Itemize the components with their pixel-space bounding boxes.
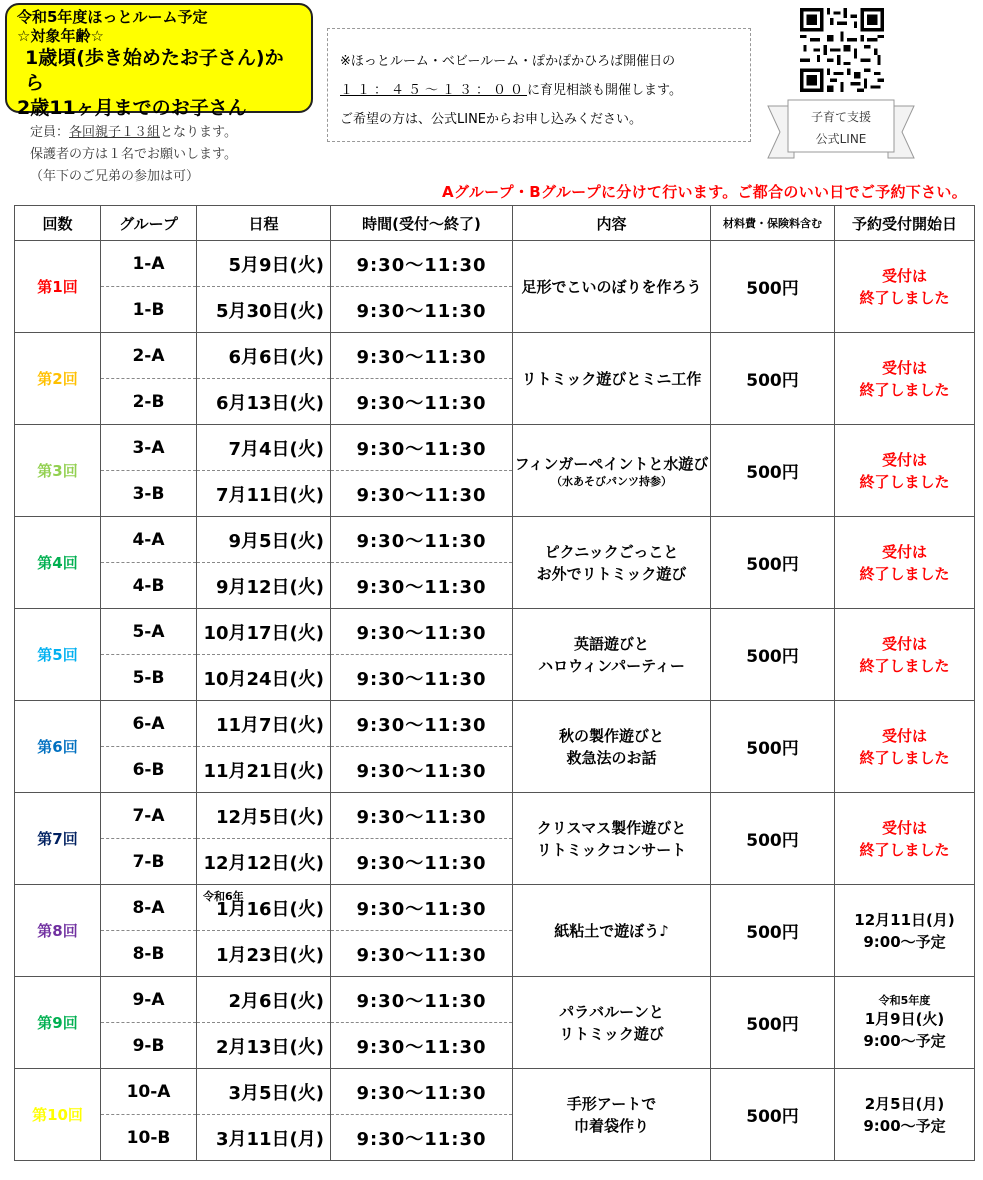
table-row [15, 701, 975, 747]
content-line-2: お外でリトミック遊び [536, 564, 687, 583]
date-cell [197, 287, 331, 333]
group-id: 8-B [101, 931, 197, 977]
date-value: 5月30日(火) [215, 300, 324, 322]
date-value: 6月13日(火) [215, 392, 324, 414]
target-age-to: 2歳11ヶ月までのお子さん [17, 97, 247, 119]
content-cell [513, 1069, 711, 1161]
content-line-2: （水あそびパンツ持参） [551, 474, 672, 488]
time-range: 9:30～11:30 [331, 563, 513, 609]
title-line: 令和5年度ほっとルーム予定 [17, 8, 208, 26]
group-id: 5-A [101, 609, 197, 655]
content-line-1: パラバルーンと [559, 1002, 664, 1021]
start-line-2: 9:00～予定 [863, 932, 946, 951]
round-label: 第7回 [15, 793, 101, 885]
table-row [15, 333, 975, 379]
fee-cell: 500円 [711, 517, 835, 609]
date-value: 11月21日(火) [203, 760, 324, 782]
date-value: 9月12日(火) [215, 576, 324, 598]
content-line-2: リトミック遊び [559, 1024, 664, 1043]
start-line-2: 終了しました [859, 748, 950, 767]
fee-cell: 500円 [711, 885, 835, 977]
time-range: 9:30～11:30 [331, 471, 513, 517]
date-value: 3月11日(月) [215, 1128, 324, 1150]
reservation-start-cell [835, 885, 975, 977]
target-age-heading: ☆対象年齢☆ [17, 27, 104, 45]
reservation-start-cell [835, 1069, 975, 1161]
reservation-start-cell [835, 333, 975, 425]
line-label-1: 子育て支援 [810, 110, 871, 124]
notice-time: １１：４５～１３：００ [340, 83, 528, 98]
date-value: 2月6日(火) [228, 990, 324, 1012]
header-time: 時間(受付～終了) [331, 206, 513, 241]
consultation-notice [327, 28, 751, 142]
date-cell [197, 1069, 331, 1115]
time-range: 9:30～11:30 [331, 977, 513, 1023]
fee-cell: 500円 [711, 793, 835, 885]
table-row [15, 425, 975, 471]
content-line-2: ハロウィンパーティー [538, 656, 685, 675]
date-value: 12月12日(火) [203, 852, 324, 874]
round-label: 第5回 [15, 609, 101, 701]
group-id: 6-A [101, 701, 197, 747]
round-label: 第4回 [15, 517, 101, 609]
fee-cell: 500円 [711, 1069, 835, 1161]
date-value: 9月5日(火) [228, 530, 324, 552]
fee-cell: 500円 [711, 701, 835, 793]
start-line-2: 終了しました [859, 564, 950, 583]
date-value: 1月16日(火) [215, 898, 324, 920]
date-value: 5月9日(火) [228, 254, 324, 276]
reservation-start-cell [835, 977, 975, 1069]
start-line-2: 終了しました [859, 840, 950, 859]
guardian-note: 保護者の方は１名でお願いします。 [30, 147, 237, 162]
date-cell [197, 1023, 331, 1069]
date-cell [197, 241, 331, 287]
content-line-1: クリスマス製作遊びと [536, 818, 687, 837]
start-line-1: 2月5日(月) [864, 1094, 945, 1113]
notice-line-1: ※ほっとルーム・ベビールーム・ぽかぽかひろば開催日の [340, 54, 676, 69]
title-box [5, 3, 313, 119]
time-range: 9:30～11:30 [331, 793, 513, 839]
header-date: 日程 [197, 206, 331, 241]
date-cell [197, 655, 331, 701]
date-value: 10月24日(火) [203, 668, 324, 690]
start-line-2: 終了しました [859, 656, 950, 675]
header-fee: 材料費・保険料含む [711, 206, 835, 241]
capacity-count: 各回親子１３組 [69, 125, 161, 140]
notice-time-suffix: に育児相談も開催します。 [527, 83, 682, 98]
start-line-2: 終了しました [859, 380, 950, 399]
round-label: 第3回 [15, 425, 101, 517]
content-cell [513, 609, 711, 701]
date-cell [197, 333, 331, 379]
header-start: 予約受付開始日 [835, 206, 975, 241]
date-cell [197, 885, 331, 931]
table-row [15, 241, 975, 287]
line-label-2: 公式LINE [815, 132, 867, 146]
group-id: 9-B [101, 1023, 197, 1069]
time-range: 9:30～11:30 [331, 379, 513, 425]
date-value: 2月13日(火) [215, 1036, 324, 1058]
time-range: 9:30～11:30 [331, 517, 513, 563]
start-era: 令和5年度 [878, 993, 931, 1007]
time-range: 9:30～11:30 [331, 333, 513, 379]
date-cell [197, 609, 331, 655]
time-range: 9:30～11:30 [331, 931, 513, 977]
qr-code-icon[interactable] [800, 8, 884, 92]
content-cell [513, 425, 711, 517]
time-range: 9:30～11:30 [331, 1069, 513, 1115]
time-range: 9:30～11:30 [331, 241, 513, 287]
content-line-1: 足形でこいのぼりを作ろう [521, 277, 702, 296]
date-value: 11月7日(火) [215, 714, 324, 736]
content-line-1: ピクニックごっこと [544, 542, 679, 561]
group-id: 8-A [101, 885, 197, 931]
sibling-note: （年下のご兄弟の参加は可） [30, 169, 200, 184]
round-label: 第2回 [15, 333, 101, 425]
reservation-start-cell [835, 793, 975, 885]
date-cell [197, 379, 331, 425]
start-line-2: 終了しました [859, 288, 950, 307]
fee-cell: 500円 [711, 977, 835, 1069]
group-id: 5-B [101, 655, 197, 701]
group-id: 2-A [101, 333, 197, 379]
time-range: 9:30～11:30 [331, 609, 513, 655]
date-cell [197, 793, 331, 839]
start-line-1: 受付は [881, 542, 927, 561]
group-id: 4-A [101, 517, 197, 563]
content-line-1: リトミック遊びとミニ工作 [521, 369, 702, 388]
table-row [15, 977, 975, 1023]
capacity-notes [30, 122, 237, 188]
group-id: 1-A [101, 241, 197, 287]
start-line-1: 12月11日(月) [854, 910, 955, 929]
date-cell [197, 471, 331, 517]
round-label: 第1回 [15, 241, 101, 333]
start-line-1: 1月9日(火) [864, 1009, 945, 1028]
header-round: 回数 [15, 206, 101, 241]
date-value: 1月23日(火) [215, 944, 324, 966]
start-line-1: 受付は [881, 450, 927, 469]
content-cell [513, 333, 711, 425]
date-value: 3月5日(火) [228, 1082, 324, 1104]
capacity-suffix: となります。 [160, 125, 237, 140]
header-content: 内容 [513, 206, 711, 241]
era-label: 令和6年 [203, 890, 244, 903]
date-cell [197, 701, 331, 747]
time-range: 9:30～11:30 [331, 287, 513, 333]
content-line-2: 救急法のお話 [566, 748, 657, 767]
table-row [15, 609, 975, 655]
content-line-1: 手形アートで [566, 1094, 657, 1113]
date-cell [197, 517, 331, 563]
group-id: 1-B [101, 287, 197, 333]
content-line-1: 英語遊びと [573, 634, 649, 653]
capacity-prefix: 定員： [30, 125, 70, 140]
start-line-1: 受付は [881, 726, 927, 745]
group-id: 10-A [101, 1069, 197, 1115]
start-line-1: 受付は [881, 358, 927, 377]
round-label: 第10回 [15, 1069, 101, 1161]
time-range: 9:30～11:30 [331, 425, 513, 471]
group-id: 3-B [101, 471, 197, 517]
date-value: 7月4日(火) [228, 438, 324, 460]
content-cell [513, 885, 711, 977]
fee-cell: 500円 [711, 241, 835, 333]
date-cell [197, 839, 331, 885]
content-line-1: フィンガーペイントと水遊び [514, 454, 709, 473]
time-range: 9:30～11:30 [331, 839, 513, 885]
fee-cell: 500円 [711, 333, 835, 425]
fee-cell: 500円 [711, 609, 835, 701]
start-line-1: 受付は [881, 266, 927, 285]
table-row [15, 885, 975, 931]
content-line-1: 紙粘土で遊ぼう♪ [554, 921, 669, 940]
round-label: 第8回 [15, 885, 101, 977]
content-cell [513, 241, 711, 333]
date-cell [197, 563, 331, 609]
start-line-2: 9:00～予定 [863, 1116, 946, 1135]
table-row [15, 517, 975, 563]
time-range: 9:30～11:30 [331, 1115, 513, 1161]
content-line-2: リトミックコンサート [536, 840, 687, 859]
round-label: 第6回 [15, 701, 101, 793]
table-row [15, 793, 975, 839]
group-id: 3-A [101, 425, 197, 471]
group-id: 7-B [101, 839, 197, 885]
line-ribbon [766, 98, 916, 168]
date-cell [197, 1115, 331, 1161]
time-range: 9:30～11:30 [331, 885, 513, 931]
time-range: 9:30～11:30 [331, 655, 513, 701]
date-cell [197, 977, 331, 1023]
time-range: 9:30～11:30 [331, 1023, 513, 1069]
date-value: 7月11日(火) [215, 484, 324, 506]
group-banner: Aグループ・Bグループに分けて行います。ご都合のいい日でご予約下さい。 [442, 183, 967, 201]
group-id: 10-B [101, 1115, 197, 1161]
content-cell [513, 977, 711, 1069]
date-cell [197, 747, 331, 793]
content-cell [513, 793, 711, 885]
table-row [15, 1069, 975, 1115]
time-range: 9:30～11:30 [331, 701, 513, 747]
reservation-start-cell [835, 701, 975, 793]
content-line-1: 秋の製作遊びと [558, 726, 664, 745]
round-label: 第9回 [15, 977, 101, 1069]
target-age-from: 1歳頃(歩き始めたお子さん)から [25, 47, 284, 94]
content-cell [513, 517, 711, 609]
time-range: 9:30～11:30 [331, 747, 513, 793]
date-value: 12月5日(火) [215, 806, 324, 828]
date-cell [197, 931, 331, 977]
header-group: グループ [101, 206, 197, 241]
content-cell [513, 701, 711, 793]
date-cell [197, 425, 331, 471]
notice-line-3: ご希望の方は、公式LINEからお申し込みください。 [340, 112, 643, 127]
start-line-1: 受付は [881, 634, 927, 653]
start-line-1: 受付は [881, 818, 927, 837]
fee-cell: 500円 [711, 425, 835, 517]
start-line-2: 9:00～予定 [863, 1031, 946, 1050]
reservation-start-cell [835, 517, 975, 609]
group-id: 2-B [101, 379, 197, 425]
reservation-start-cell [835, 241, 975, 333]
date-value: 10月17日(火) [203, 622, 324, 644]
content-line-2: 巾着袋作り [573, 1116, 649, 1135]
group-id: 7-A [101, 793, 197, 839]
reservation-start-cell [835, 425, 975, 517]
schedule-table [14, 205, 975, 1161]
group-id: 6-B [101, 747, 197, 793]
reservation-start-cell [835, 609, 975, 701]
date-value: 6月6日(火) [228, 346, 324, 368]
start-line-2: 終了しました [859, 472, 950, 491]
table-header-row [15, 206, 975, 241]
group-id: 9-A [101, 977, 197, 1023]
group-id: 4-B [101, 563, 197, 609]
